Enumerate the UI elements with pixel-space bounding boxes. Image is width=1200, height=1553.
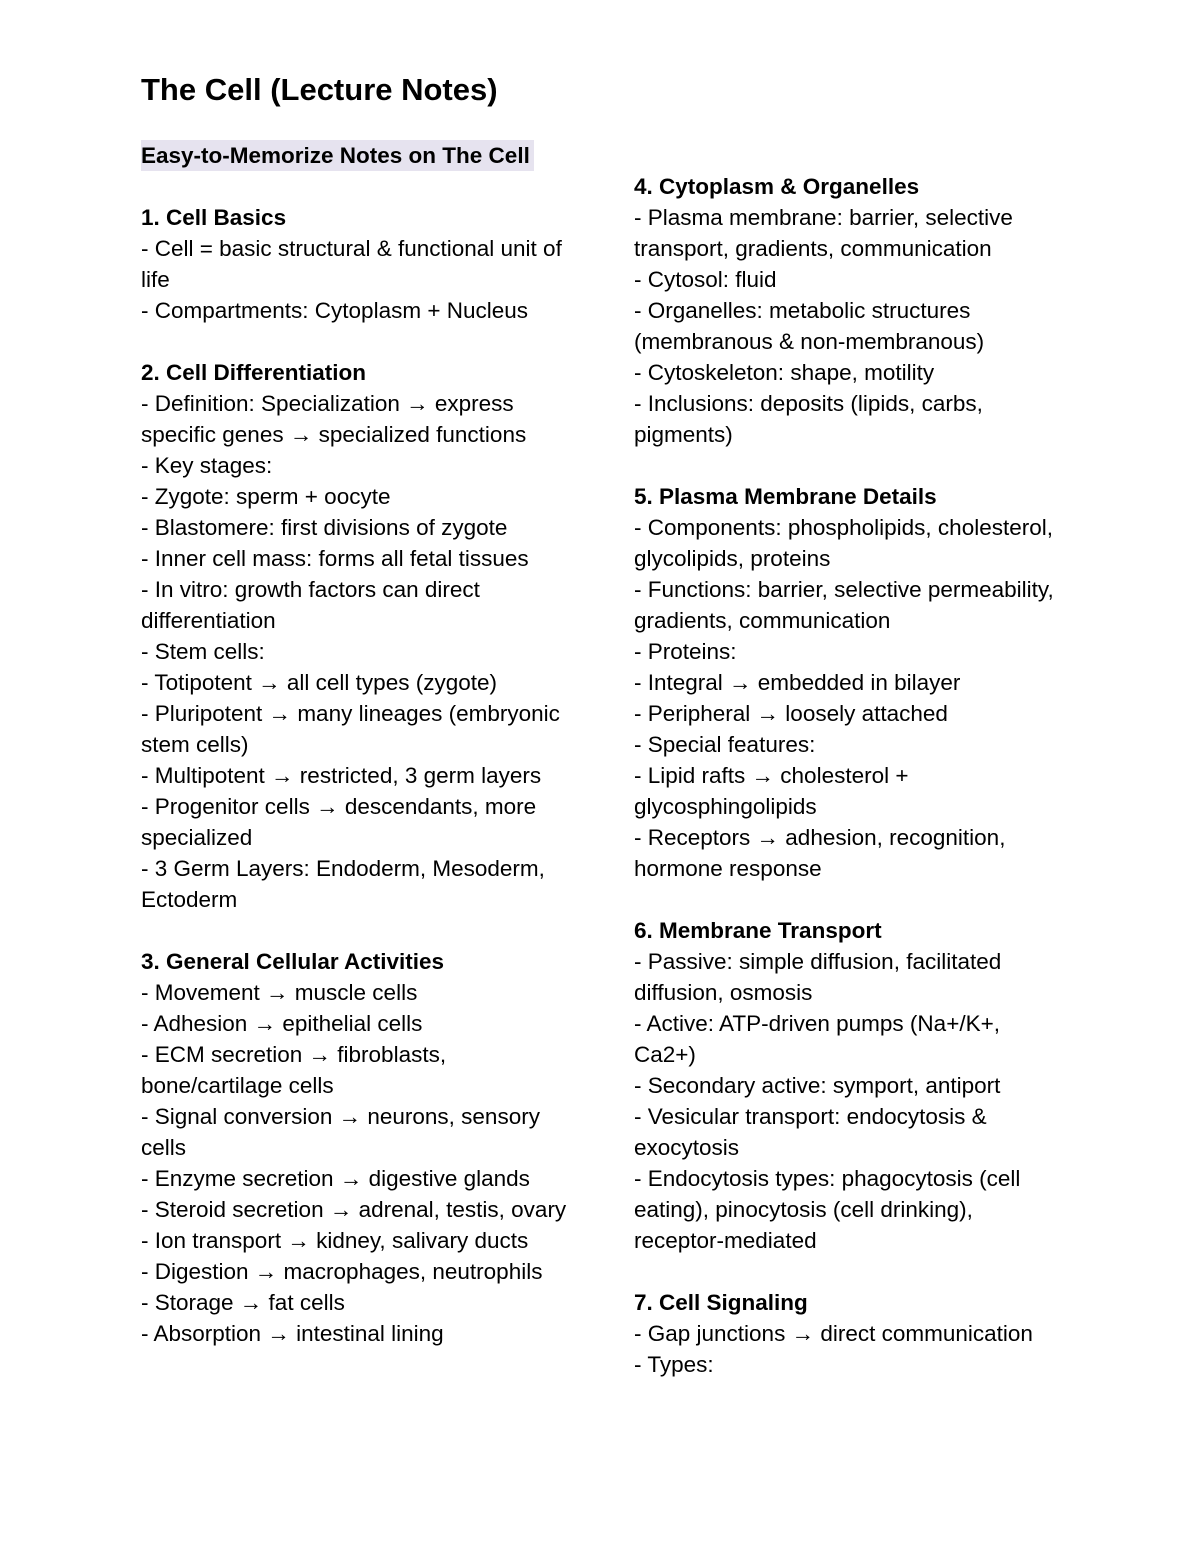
note-line: - Stem cells:	[141, 639, 265, 664]
note-line: - Proteins:	[634, 639, 737, 664]
note-line: - Storage → fat cells	[141, 1290, 345, 1315]
right-column	[634, 171, 1064, 1411]
note-line: - Types:	[634, 1352, 714, 1377]
section-cytoplasm-organelles	[634, 171, 1064, 450]
section-heading: 6. Membrane Transport	[634, 918, 882, 943]
note-line: - Vesicular transport: endocytosis & exocytosis	[634, 1104, 987, 1160]
note-line: - Special features:	[634, 732, 816, 757]
note-line: - In vitro: growth factors can direct differentiation	[141, 577, 480, 633]
note-line: - Signal conversion → neurons, sensory cells	[141, 1104, 540, 1160]
section-membrane-transport	[634, 915, 1064, 1256]
section-cell-differentiation	[141, 357, 581, 915]
section-heading: 2. Cell Differentiation	[141, 360, 367, 385]
note-line: - Totipotent → all cell types (zygote)	[141, 670, 497, 695]
note-line: - Plasma membrane: barrier, selective transport, gradients, communication	[634, 205, 1013, 261]
section-heading: 4. Cytoplasm & Organelles	[634, 174, 920, 199]
note-line: - Adhesion → epithelial cells	[141, 1011, 423, 1036]
section-heading: 3. General Cellular Activities	[141, 949, 445, 974]
section-heading: 5. Plasma Membrane Details	[634, 484, 937, 509]
note-line: - 3 Germ Layers: Endoderm, Mesoderm, Ectoderm	[141, 856, 545, 912]
note-line: - Definition: Specialization → express specific genes → specialized functions	[141, 391, 527, 447]
section-cell-signaling	[634, 1287, 1064, 1380]
note-line: - Enzyme secretion → digestive glands	[141, 1166, 530, 1191]
note-line: - Compartments: Cytoplasm + Nucleus	[141, 298, 529, 323]
note-line: - Inclusions: deposits (lipids, carbs, pigments)	[634, 391, 983, 447]
note-line: - Blastomere: first divisions of zygote	[141, 515, 508, 540]
section-heading: 7. Cell Signaling	[634, 1290, 808, 1315]
note-line: - Cytosol: fluid	[634, 267, 777, 292]
left-column	[141, 140, 581, 1380]
note-line: - Progenitor cells → descendants, more specialized	[141, 794, 537, 850]
note-line: - Cell = basic structural & functional unit of life	[141, 236, 562, 292]
note-line: - Components: phospholipids, cholesterol, glycolipids, proteins	[634, 515, 1053, 571]
note-line: - Passive: simple diffusion, facilitated diffusion, osmosis	[634, 949, 1002, 1005]
section-heading: 1. Cell Basics	[141, 205, 287, 230]
note-line: - Digestion → macrophages, neutrophils	[141, 1259, 543, 1284]
highlighted-subtitle: Easy-to-Memorize Notes on The Cell	[141, 140, 534, 171]
note-line: - Lipid rafts → cholesterol + glycosphingolipids	[634, 763, 909, 819]
note-line: - Receptors → adhesion, recognition, hormone response	[634, 825, 1006, 881]
note-line: - Peripheral → loosely attached	[634, 701, 948, 726]
note-line: - Functions: barrier, selective permeability, gradients, communication	[634, 577, 1054, 633]
note-line: - Organelles: metabolic structures (membranous & non-membranous)	[634, 298, 985, 354]
note-line: - Multipotent → restricted, 3 germ layers	[141, 763, 542, 788]
note-line: - Ion transport → kidney, salivary ducts	[141, 1228, 529, 1253]
note-line: - Gap junctions → direct communication	[634, 1321, 1033, 1346]
note-line: - Zygote: sperm + oocyte	[141, 484, 391, 509]
page-title: The Cell (Lecture Notes)	[141, 72, 498, 107]
note-line: - Steroid secretion → adrenal, testis, ovary	[141, 1197, 567, 1222]
note-line: - Key stages:	[141, 453, 273, 478]
section-plasma-membrane-details	[634, 481, 1064, 884]
note-line: - Movement → muscle cells	[141, 980, 418, 1005]
note-line: - Inner cell mass: forms all fetal tissues	[141, 546, 529, 571]
note-line: - ECM secretion → fibroblasts, bone/cartilage cells	[141, 1042, 447, 1098]
section-cell-basics	[141, 202, 581, 326]
note-line: - Pluripotent → many lineages (embryonic stem cells)	[141, 701, 560, 757]
note-line: - Endocytosis types: phagocytosis (cell eating), pinocytosis (cell drinking), receptor-mediated	[634, 1166, 1021, 1253]
note-line: - Active: ATP-driven pumps (Na+/K+, Ca2+)	[634, 1011, 1000, 1067]
note-line: - Absorption → intestinal lining	[141, 1321, 444, 1346]
note-line: - Cytoskeleton: shape, motility	[634, 360, 935, 385]
note-line: - Integral → embedded in bilayer	[634, 670, 961, 695]
section-general-cellular-activities	[141, 946, 581, 1349]
note-line: - Secondary active: symport, antiport	[634, 1073, 1001, 1098]
